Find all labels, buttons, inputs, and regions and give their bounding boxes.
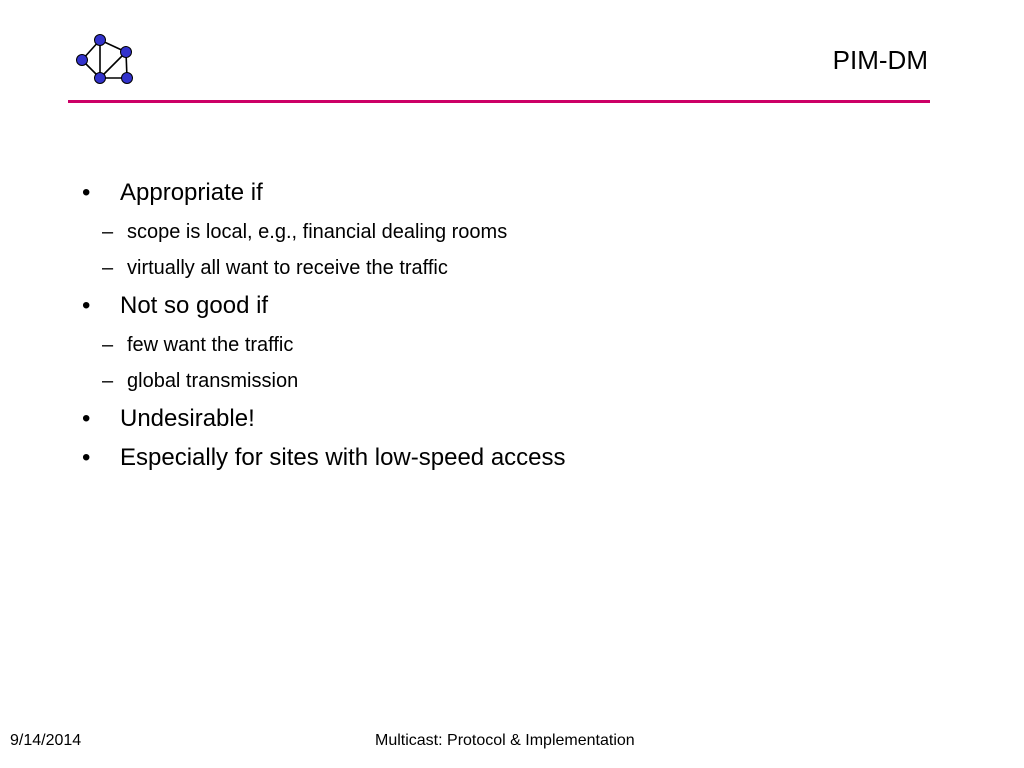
sub-list [82,327,942,399]
bullet-marker: • [82,444,91,471]
dash-marker: – [102,257,114,279]
sub-bullet-item [82,214,942,250]
bullet-text: Especially for sites with low-speed access [120,444,566,471]
dash-marker: – [102,221,114,243]
sub-bullet-item [82,363,942,399]
title-divider [68,100,930,103]
bullet-marker: • [82,292,91,319]
network-graph-icon [72,30,138,86]
sub-list [82,214,942,286]
sub-bullet-item [82,327,942,363]
footer-title: Multicast: Protocol & Implementation [375,732,635,749]
bullet-marker: • [82,405,91,432]
slide-title: PIM-DM [832,45,928,75]
sub-bullet-text: scope is local, e.g., financial dealing rooms [127,221,508,243]
bullet-text: Not so good if [120,292,269,319]
bullet-item-not-so-good [82,288,942,324]
footer-date: 9/14/2014 [10,732,82,749]
bullet-marker: • [82,179,91,206]
bullet-text: Undesirable! [120,405,255,432]
sub-bullet-text: virtually all want to receive the traffic [127,257,448,279]
bullet-item-low-speed [82,440,942,476]
bullet-text: Appropriate if [120,179,263,206]
dash-marker: – [102,334,114,356]
bullet-item-undesirable [82,401,942,437]
sub-bullet-text: few want the traffic [127,334,294,356]
bullet-item-appropriate [82,175,942,211]
sub-bullet-text: global transmission [127,370,299,392]
bullet-list [82,175,942,479]
dash-marker: – [102,370,114,392]
sub-bullet-item [82,250,942,286]
